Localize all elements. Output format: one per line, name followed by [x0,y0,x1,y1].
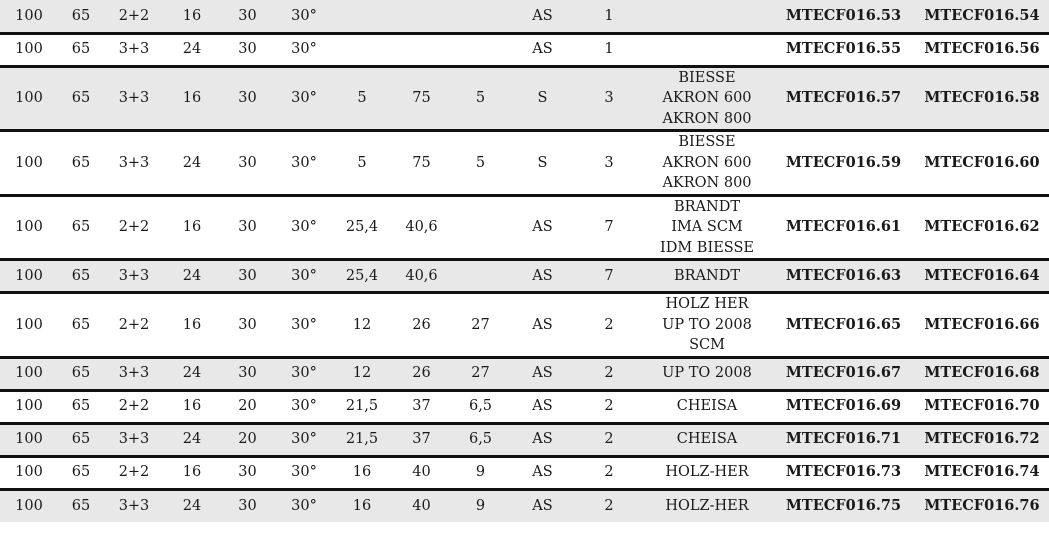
teeth-cell: 3+3 [104,423,164,456]
teeth-cell: 2+2 [118,398,150,415]
length-cell: 65 [58,357,104,390]
machine-brand-line: BIESSE [678,69,736,86]
machine-brand-line: AKRON 800 [662,110,752,127]
holes-cell: 3 [604,154,614,171]
machine-brand-cell [642,195,772,260]
right-hand-article-code: MTECF016.73 [785,463,902,481]
rotation-cell: AS [532,219,553,235]
teeth-cell: 3+3 [104,66,164,131]
height-cell: 20 [238,398,257,415]
angle-cell: 30° [275,357,333,390]
angle-cell: 30° [275,260,333,293]
machine-brand-cell [642,66,772,131]
length-cell: 65 [58,489,104,522]
machine-brand-cell [642,489,772,522]
dim-c-cell: 5 [452,66,509,131]
table-row [0,489,1049,522]
rotation-cell: AS [532,398,553,415]
machine-brand-line: UP TO 2008 [662,365,752,382]
machine-brand-line: BIESSE [678,134,736,150]
machine-brand-cell [642,33,772,66]
bore-cell: 16 [182,464,202,481]
diameter-cell: 100 [15,398,43,415]
dim-b-cell: 37 [391,423,452,456]
dim-b-cell: 40 [391,489,452,522]
diameter-cell: 100 [15,219,43,235]
teeth-cell: 2+2 [118,219,150,235]
dim-a-cell [333,0,391,33]
bore-cell: 24 [164,423,220,456]
left-hand-article-code: MTECF016.72 [915,423,1049,456]
left-hand-article-code: MTECF016.74 [924,463,1040,481]
angle-cell: 30° [291,154,317,171]
length-cell: 65 [71,154,91,171]
bore-cell: 24 [164,489,220,522]
height-cell: 30 [238,41,257,58]
table-row [0,131,1049,196]
height-cell: 30 [220,0,275,33]
diameter-cell: 100 [0,423,58,456]
dim-c-cell: 9 [452,489,509,522]
teeth-cell: 3+3 [118,41,150,58]
rotation-cell: S [537,154,548,171]
dim-c-cell: 27 [452,357,509,390]
machine-brand-line: CHEISA [676,431,738,448]
dim-c-cell: 6,5 [468,398,493,415]
dim-c-cell: 27 [471,316,490,333]
rotation-cell: AS [532,464,553,481]
dim-a-cell [333,33,391,66]
right-hand-article-code: MTECF016.75 [772,489,915,522]
height-cell: 30 [238,154,257,171]
teeth-cell: 3+3 [104,357,164,390]
dim-c-cell [452,195,509,260]
left-hand-article-code: MTECF016.76 [915,489,1049,522]
machine-brand-line: HOLZ-HER [665,498,749,514]
right-hand-article-code: MTECF016.69 [785,397,902,415]
teeth-cell: 3+3 [104,260,164,293]
holes-cell: 2 [576,357,642,390]
left-hand-article-code: MTECF016.54 [915,0,1049,33]
bore-cell: 24 [182,154,202,171]
machine-brand-line: AKRON 800 [662,175,752,191]
length-cell: 65 [58,423,104,456]
dim-a-cell: 12 [352,316,372,333]
angle-cell: 30° [275,489,333,522]
dim-b-cell: 75 [391,66,452,131]
machine-brand-line: HOLZ HER [665,296,749,312]
right-hand-article-code: MTECF016.59 [785,153,902,171]
holes-cell: 3 [576,66,642,131]
height-cell: 30 [220,66,275,131]
bore-cell: 16 [164,0,220,33]
height-cell: 30 [238,464,257,481]
right-hand-article-code: MTECF016.63 [772,260,915,293]
left-hand-article-code: MTECF016.70 [924,397,1040,415]
bore-cell: 16 [182,316,202,333]
angle-cell: 30° [275,0,333,33]
dim-c-cell [452,0,509,33]
angle-cell: 30° [291,41,317,58]
diameter-cell: 100 [15,41,43,58]
height-cell: 30 [220,489,275,522]
length-cell: 65 [71,464,91,481]
bore-cell: 24 [182,41,202,58]
dim-c-cell: 9 [475,464,486,481]
bore-cell: 16 [182,219,202,235]
table-row [0,195,1049,260]
holes-cell: 2 [604,316,614,333]
dim-b-cell [391,0,452,33]
right-hand-article-code: MTECF016.53 [772,0,915,33]
dim-c-cell [452,33,509,66]
table-row [0,33,1049,66]
dim-c-cell [452,260,509,293]
length-cell: 65 [71,219,91,235]
diameter-cell: 100 [0,260,58,293]
dim-a-cell: 5 [333,66,391,131]
right-hand-article-code: MTECF016.55 [785,40,902,58]
machine-brand-line: IMA SCM [671,219,743,235]
left-hand-article-code: MTECF016.56 [924,40,1040,58]
machine-brand-cell [642,456,772,489]
machine-brand-cell [642,423,772,456]
holes-cell: 7 [576,260,642,293]
bore-cell: 16 [182,398,202,415]
teeth-cell: 2+2 [118,464,150,481]
dim-a-cell: 25,4 [333,260,391,293]
dim-c-cell: 6,5 [452,423,509,456]
holes-cell: 1 [604,41,614,58]
holes-cell: 2 [576,489,642,522]
length-cell: 65 [58,0,104,33]
height-cell: 30 [238,316,257,333]
machine-brand-line: IDM BIESSE [660,239,754,256]
holes-cell: 1 [576,0,642,33]
left-hand-article-code: MTECF016.68 [915,357,1049,390]
length-cell: 65 [58,260,104,293]
machine-brand-line: BRANDT [673,267,741,284]
height-cell: 30 [238,219,257,235]
dim-b-cell [391,33,452,66]
length-cell: 65 [71,398,91,415]
left-hand-article-code: MTECF016.58 [915,66,1049,131]
dim-b-cell: 75 [412,154,431,171]
holes-cell: 2 [576,423,642,456]
teeth-cell: 3+3 [118,154,150,171]
rotation-cell: AS [509,357,576,390]
table-row [0,456,1049,489]
diameter-cell: 100 [0,0,58,33]
height-cell: 30 [220,260,275,293]
holes-cell: 2 [604,398,614,415]
rotation-cell: S [509,66,576,131]
length-cell: 65 [71,41,91,58]
table-row [0,66,1049,131]
table-row [0,357,1049,390]
diameter-cell: 100 [0,357,58,390]
dim-a-cell: 21,5 [345,398,379,415]
table-row [0,293,1049,358]
machine-brand-cell [642,390,772,423]
left-hand-article-code: MTECF016.66 [924,315,1040,333]
dim-b-cell: 40,6 [405,219,438,235]
angle-cell: 30° [291,398,317,415]
machine-brand-line: AKRON 600 [662,90,752,106]
right-hand-article-code: MTECF016.71 [772,423,915,456]
height-cell: 20 [220,423,275,456]
teeth-cell: 2+2 [104,0,164,33]
length-cell: 65 [58,66,104,131]
bore-cell: 24 [164,260,220,293]
diameter-cell: 100 [15,316,43,333]
machine-brand-line: CHEISA [676,398,738,415]
dim-b-cell: 26 [391,357,452,390]
diameter-cell: 100 [0,489,58,522]
rotation-cell: AS [509,423,576,456]
table-row [0,0,1049,33]
length-cell: 65 [71,316,91,333]
rotation-cell: AS [509,489,576,522]
dim-a-cell: 12 [333,357,391,390]
angle-cell: 30° [275,66,333,131]
rotation-cell: AS [509,0,576,33]
machine-brand-line: AKRON 600 [662,154,752,171]
machine-brand-cell [642,0,772,33]
left-hand-article-code: MTECF016.64 [915,260,1049,293]
machine-brand-line: BRANDT [673,198,741,215]
angle-cell: 30° [275,423,333,456]
dim-a-cell: 5 [357,154,367,171]
bore-cell: 24 [164,357,220,390]
angle-cell: 30° [291,316,317,333]
dim-b-cell: 40,6 [391,260,452,293]
diameter-cell: 100 [15,154,43,171]
dim-b-cell: 26 [412,316,431,333]
height-cell: 30 [220,357,275,390]
right-hand-article-code: MTECF016.57 [772,66,915,131]
dim-b-cell: 37 [412,398,431,415]
right-hand-article-code: MTECF016.61 [785,218,902,235]
bore-cell: 16 [164,66,220,131]
dim-b-cell: 40 [412,464,431,481]
left-hand-article-code: MTECF016.60 [924,153,1040,171]
machine-brand-cell [642,260,772,293]
right-hand-article-code: MTECF016.67 [772,357,915,390]
dim-c-cell: 5 [475,154,486,171]
dim-a-cell: 16 [333,489,391,522]
angle-cell: 30° [291,464,317,481]
machine-brand-cell [642,131,772,196]
table-row [0,390,1049,423]
holes-cell: 2 [604,464,614,481]
holes-cell: 7 [604,219,614,235]
angle-cell: 30° [291,219,317,235]
rotation-cell: AS [532,316,553,333]
table-row [0,260,1049,293]
diameter-cell: 100 [15,464,43,481]
rotation-cell: AS [509,260,576,293]
dim-a-cell: 16 [352,464,372,481]
teeth-cell: 2+2 [118,316,150,333]
machine-brand-cell [642,293,772,358]
machine-brand-line: SCM [689,337,725,353]
rotation-cell: AS [532,41,553,58]
dim-a-cell: 21,5 [333,423,391,456]
machine-brand-line: HOLZ-HER [665,464,749,481]
table-row [0,423,1049,456]
dim-a-cell: 25,4 [345,219,379,235]
diameter-cell: 100 [0,66,58,131]
machine-brand-line: UP TO 2008 [662,316,752,333]
right-hand-article-code: MTECF016.65 [785,315,902,333]
teeth-cell: 3+3 [104,489,164,522]
machine-brand-cell [642,357,772,390]
left-hand-article-code: MTECF016.62 [924,218,1040,235]
